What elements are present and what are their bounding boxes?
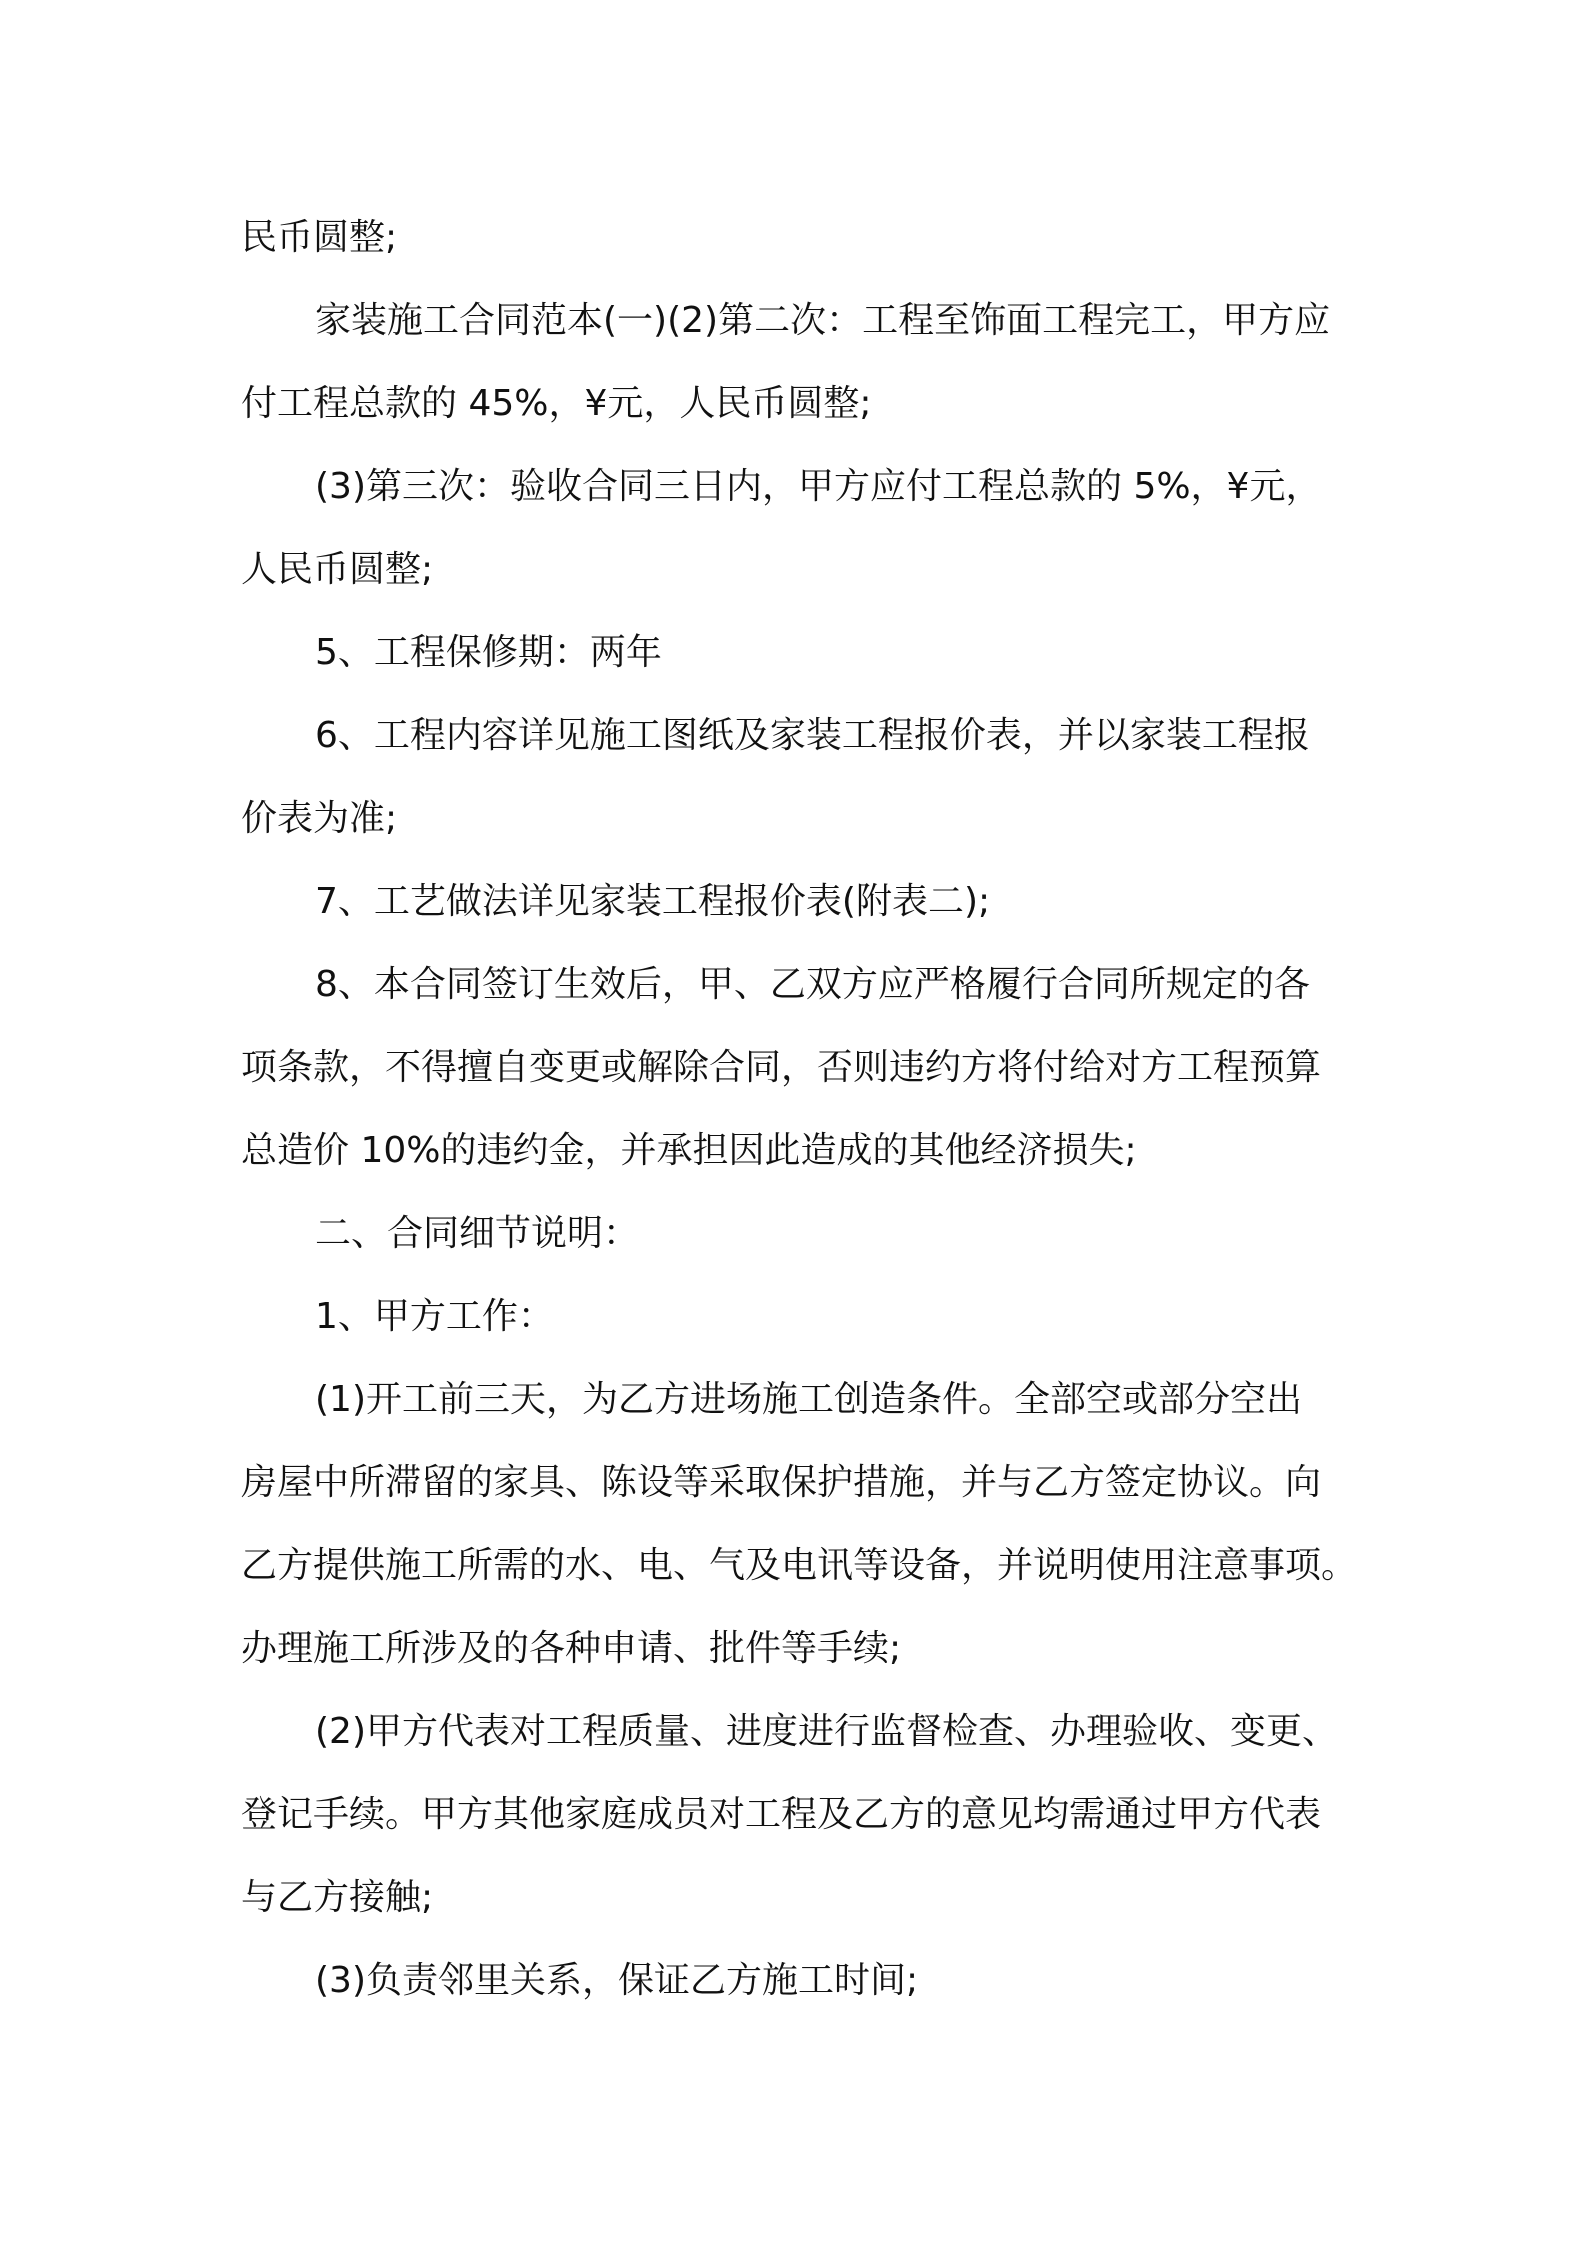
subsection-heading: 1、甲方工作： [315, 1296, 554, 1337]
text-line: 6、工程内容详见施工图纸及家装工程报价表，并以家装工程报 [315, 715, 1310, 756]
text-line: 乙方提供施工所需的水、电、气及电讯等设备，并说明使用注意事项。 [241, 1545, 1357, 1586]
text-line: (3)负责邻里关系，保证乙方施工时间; [315, 1960, 919, 2001]
text-line: (2)甲方代表对工程质量、进度进行监督检查、办理验收、变更、 [315, 1711, 1338, 1752]
text-line: 房屋中所滞留的家具、陈设等采取保护措施，并与乙方签定协议。向 [241, 1462, 1322, 1503]
text-line: 付工程总款的 45%，¥元，人民币圆整; [241, 383, 872, 424]
text-line: (1)开工前三天，为乙方进场施工创造条件。全部空或部分空出 [315, 1379, 1302, 1420]
text-line: 价表为准; [241, 798, 398, 839]
text-line: 民币圆整; [241, 217, 398, 258]
text-line: 人民币圆整; [241, 549, 434, 590]
text-line: 登记手续。甲方其他家庭成员对工程及乙方的意见均需通过甲方代表 [241, 1794, 1322, 1835]
document-body [241, 196, 1357, 2022]
text-line: 5、工程保修期：两年 [315, 632, 662, 673]
text-line: 总造价 10%的违约金，并承担因此造成的其他经济损失; [241, 1130, 1137, 1171]
text-line: (3)第三次：验收合同三日内，甲方应付工程总款的 5%，¥元， [315, 466, 1322, 507]
text-line: 与乙方接触; [241, 1877, 434, 1918]
text-line: 8、本合同签订生效后，甲、乙双方应严格履行合同所规定的各 [315, 964, 1310, 1005]
text-line: 办理施工所涉及的各种申请、批件等手续; [241, 1628, 902, 1669]
section-heading: 二、合同细节说明： [315, 1213, 640, 1254]
text-line: 家装施工合同范本(一)(2)第二次：工程至饰面工程完工，甲方应 [315, 300, 1331, 341]
text-line: 7、工艺做法详见家装工程报价表(附表二); [315, 881, 991, 922]
text-line: 项条款，不得擅自变更或解除合同，否则违约方将付给对方工程预算 [241, 1047, 1322, 1088]
